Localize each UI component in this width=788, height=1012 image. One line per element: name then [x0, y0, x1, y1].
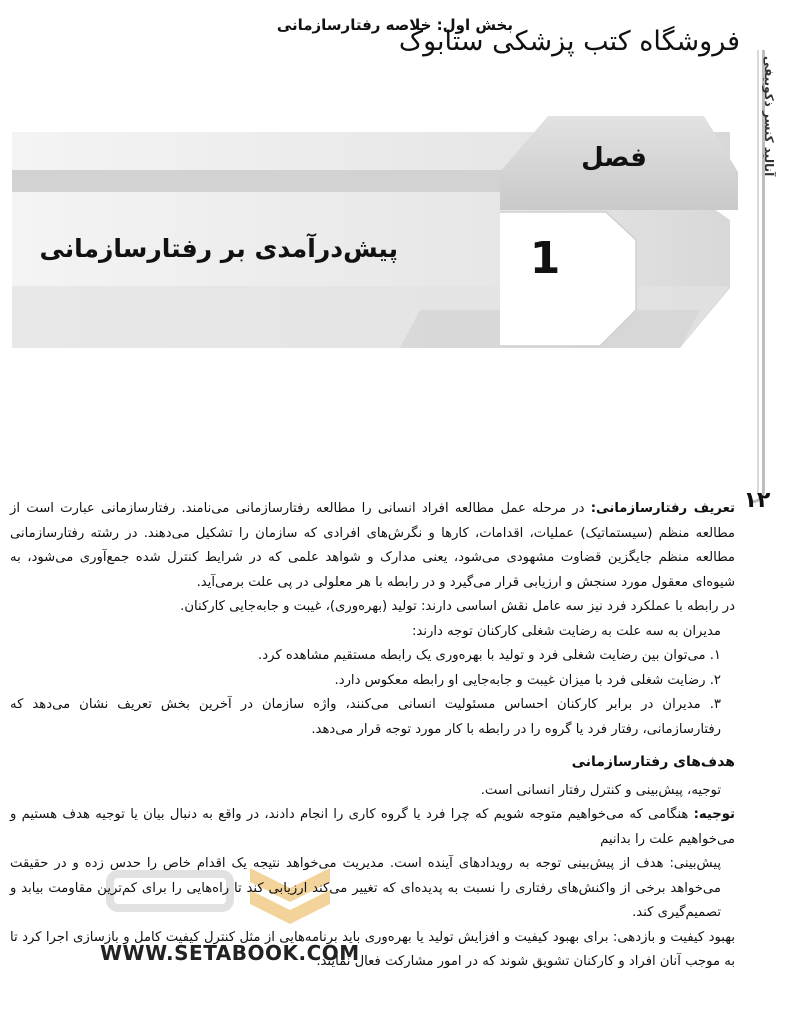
paragraph-performance: در رابطه با عملکرد فرد نیز سه عامل نقش اساسی دارند: تولید (بهره‌وری)، غیبت و جابه‌جایی کارکنان. — [180, 599, 735, 614]
improve-paragraph: بهبود کیفیت و بازدهی: برای بهبود کیفیت و افزایش تولید یا بهره‌وری باید برنامه‌هایی از مثل کنترل کیفیت کامل و بازسازی اجرا کرد تا به موجب آنان افراد و کارکنان تشویق شوند که در امور مشارکت فعال نمایند. — [10, 929, 735, 969]
chapter-title: پیش‌درآمدی بر رفتارسازمانی — [39, 234, 398, 263]
watermark-url: WWW.SETABOOK.COM — [100, 941, 360, 965]
predict-paragraph: پیش‌بینی: هدف از پیش‌بینی توجه به رویدادهای آینده است. مدیریت می‌خواهد نتیجه یک اقدام خاص را حدس زده و در حقیقت می‌خواهد برخی از واکنش‌های رفتاری را نسبت به پدیده‌ای که تغییر می‌کند ارزیابی کند تا راه‌هایی را برای کم‌ترین مقاومت بیابد و تصمیم‌گیری کند. — [10, 856, 721, 920]
justify-paragraph — [10, 803, 735, 852]
list-item: ۱. می‌توان بین رضایت شغلی فرد و تولید با بهره‌وری یک رابطه مستقیم مشاهده کرد. — [258, 648, 721, 663]
list-item: ۲. رضایت شغلی فرد با میزان غیبت و جابه‌جایی او رابطه معکوس دارد. — [334, 672, 721, 688]
list-item: ۳. مدیران در برابر کارکنان احساس مسئولیت انسانی می‌کنند، واژه سازمان در آخرین بخش تعریف نشان می‌دهد که رفتارسازمانی، رفتار فرد یا گروه را در رابطه با کار مورد توجه قرار می‌دهد. — [10, 697, 721, 737]
page-number: ۱۲ — [743, 488, 771, 513]
vertical-margin-tag: آنالید کنسر ذکوبیفی — [762, 55, 776, 176]
chapter-word: فصل — [581, 143, 647, 173]
definition-paragraph — [10, 497, 735, 595]
goals-intro: توجیه، پیش‌بینی و کنترل رفتار انسانی است. — [480, 782, 721, 798]
definition-label: تعریف رفتارسازمانی: — [590, 501, 735, 516]
justify-label: توجیه: — [693, 807, 735, 822]
store-title: فروشگاه کتب پزشکی ستابوک — [398, 26, 740, 57]
chapter-number: 1 — [529, 233, 561, 284]
paragraph-satisfaction-intro: مدیران به سه علت به رضایت شغلی کارکنان توجه دارند: — [411, 623, 721, 639]
section-title: بخش اول: خلاصه رفتارسازمانی — [276, 16, 513, 34]
justify-text: هنگامی که می‌خواهیم متوجه شویم که چرا فرد یا گروه کاری را انجام دادند، در واقع به دنبال بیان یا توجیه هدف هستیم و می‌خواهیم علت را بدانیم — [10, 807, 735, 847]
definition-text: در مرحله عمل مطالعه افراد انسانی را مطالعه رفتارسازمانی می‌نامند. رفتارسازمانی عبارت است از مطالعه منظم (سیستماتیک) عملیات، اقدامات، کارها و نگرش‌های افرادی که سازمان را تشکیل می‌دهند. در رشته رفتارسازمانی مطالعه منظم جایگزین قضاوت مشهودی می‌شود، یعنی مدارک و شواهد علمی که در شرایط کنترل شده جمع‌آوری می‌شود، به شیوه‌ای معقول مورد سنجش و ارزیابی قرار می‌گیرد و در رابطه با هر معلولی در پی علت برمی‌آید. — [10, 501, 735, 590]
body-text — [10, 497, 735, 975]
goals-heading: هدف‌های رفتارسازمانی — [571, 754, 735, 770]
